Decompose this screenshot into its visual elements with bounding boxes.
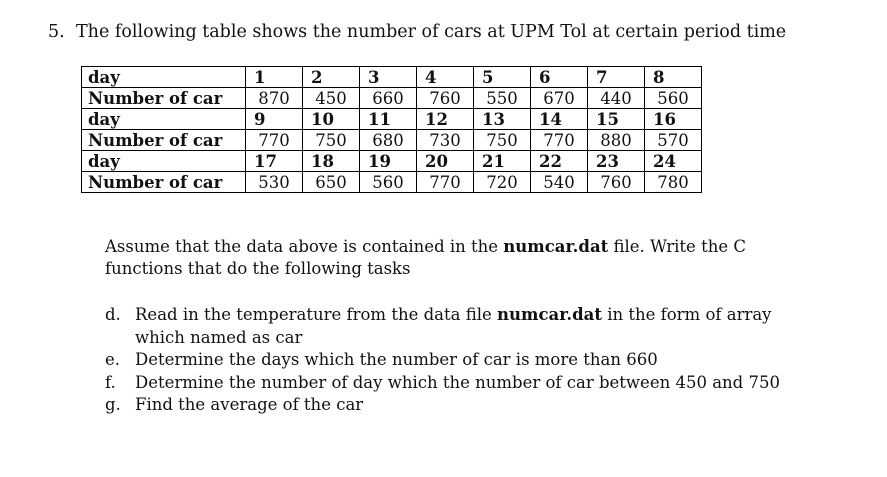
task-text-start: Determine the number of day which the number of car between 450 and 750 [135, 372, 780, 392]
task-item [105, 394, 805, 417]
paragraph-text-start: Assume that the data above is contained in the [105, 237, 504, 256]
task-text-start: Find the average of the car [135, 395, 364, 414]
table-cell: 550 [474, 88, 531, 109]
row-label: Number of car [82, 88, 246, 109]
table-cell: 2 [303, 67, 360, 88]
table-cell: 17 [246, 151, 303, 172]
task-list [105, 304, 805, 417]
table-cell: 11 [360, 109, 417, 130]
task-text [135, 304, 805, 349]
task-text-start: Read in the temperature from the data file [135, 305, 497, 324]
paragraph-filename: numcar.dat [503, 237, 609, 256]
task-item [105, 372, 805, 395]
table-cell: 530 [246, 172, 303, 193]
task-letter: d. [105, 305, 121, 324]
task-text [135, 372, 805, 395]
table-cell: 660 [360, 88, 417, 109]
task-filename: numcar.dat [497, 305, 602, 324]
table-row-day [82, 109, 702, 130]
task-letter: g. [105, 395, 121, 414]
paragraph-text-end: file. Write the C functions that do the following tasks [105, 237, 746, 278]
task-text [135, 349, 805, 372]
table-cell: 10 [303, 109, 360, 130]
task-text-end: in the form of array which named as car [135, 305, 772, 347]
table-cell: 770 [417, 172, 474, 193]
table-cell: 6 [531, 67, 588, 88]
table-cell: 23 [588, 151, 645, 172]
table-cell: 19 [360, 151, 417, 172]
table-cell: 870 [246, 88, 303, 109]
table-cell: 750 [474, 130, 531, 151]
table-cell: 730 [417, 130, 474, 151]
table-row-day [82, 67, 702, 88]
table-cell: 780 [645, 172, 702, 193]
row-label: day [82, 109, 246, 130]
table-cell: 750 [303, 130, 360, 151]
table-cell: 680 [360, 130, 417, 151]
table-cell: 13 [474, 109, 531, 130]
table-cell: 1 [246, 67, 303, 88]
row-label: Number of car [82, 172, 246, 193]
table-cell: 770 [531, 130, 588, 151]
table-row-count [82, 88, 702, 109]
question-text: The following table shows the number of cars at UPM Tol at certain period time [76, 22, 787, 42]
table-cell: 880 [588, 130, 645, 151]
task-letter: f. [105, 372, 116, 392]
table-cell: 8 [645, 67, 702, 88]
table-cell: 7 [588, 67, 645, 88]
table-cell: 9 [246, 109, 303, 130]
table-cell: 560 [645, 88, 702, 109]
table-cell: 440 [588, 88, 645, 109]
row-label: day [82, 67, 246, 88]
table-cell: 16 [645, 109, 702, 130]
table-cell: 22 [531, 151, 588, 172]
task-letter: e. [105, 350, 121, 369]
table-cell: 5 [474, 67, 531, 88]
task-text-start: Determine the days which the number of car is more than 660 [135, 350, 658, 369]
table-row-count [82, 130, 702, 151]
table-cell: 12 [417, 109, 474, 130]
question-number: 5. [48, 22, 65, 42]
task-item [105, 304, 805, 349]
table-cell: 4 [417, 67, 474, 88]
table-cell: 21 [474, 151, 531, 172]
table-cell: 650 [303, 172, 360, 193]
table-cell: 760 [417, 88, 474, 109]
assumption-paragraph [105, 236, 805, 280]
table-cell: 18 [303, 151, 360, 172]
table-cell: 24 [645, 151, 702, 172]
table-cell: 670 [531, 88, 588, 109]
task-item [105, 349, 805, 372]
table-cell: 720 [474, 172, 531, 193]
table-cell: 570 [645, 130, 702, 151]
task-text [135, 394, 805, 417]
table-row-count [82, 172, 702, 193]
table-cell: 15 [588, 109, 645, 130]
table-row-day [82, 151, 702, 172]
table-cell: 450 [303, 88, 360, 109]
table-cell: 540 [531, 172, 588, 193]
table-cell: 560 [360, 172, 417, 193]
table-cell: 760 [588, 172, 645, 193]
question-heading [48, 22, 786, 42]
table-cell: 770 [246, 130, 303, 151]
table-cell: 3 [360, 67, 417, 88]
table-cell: 20 [417, 151, 474, 172]
row-label: day [82, 151, 246, 172]
table-cell: 14 [531, 109, 588, 130]
car-count-table [81, 66, 702, 193]
row-label: Number of car [82, 130, 246, 151]
